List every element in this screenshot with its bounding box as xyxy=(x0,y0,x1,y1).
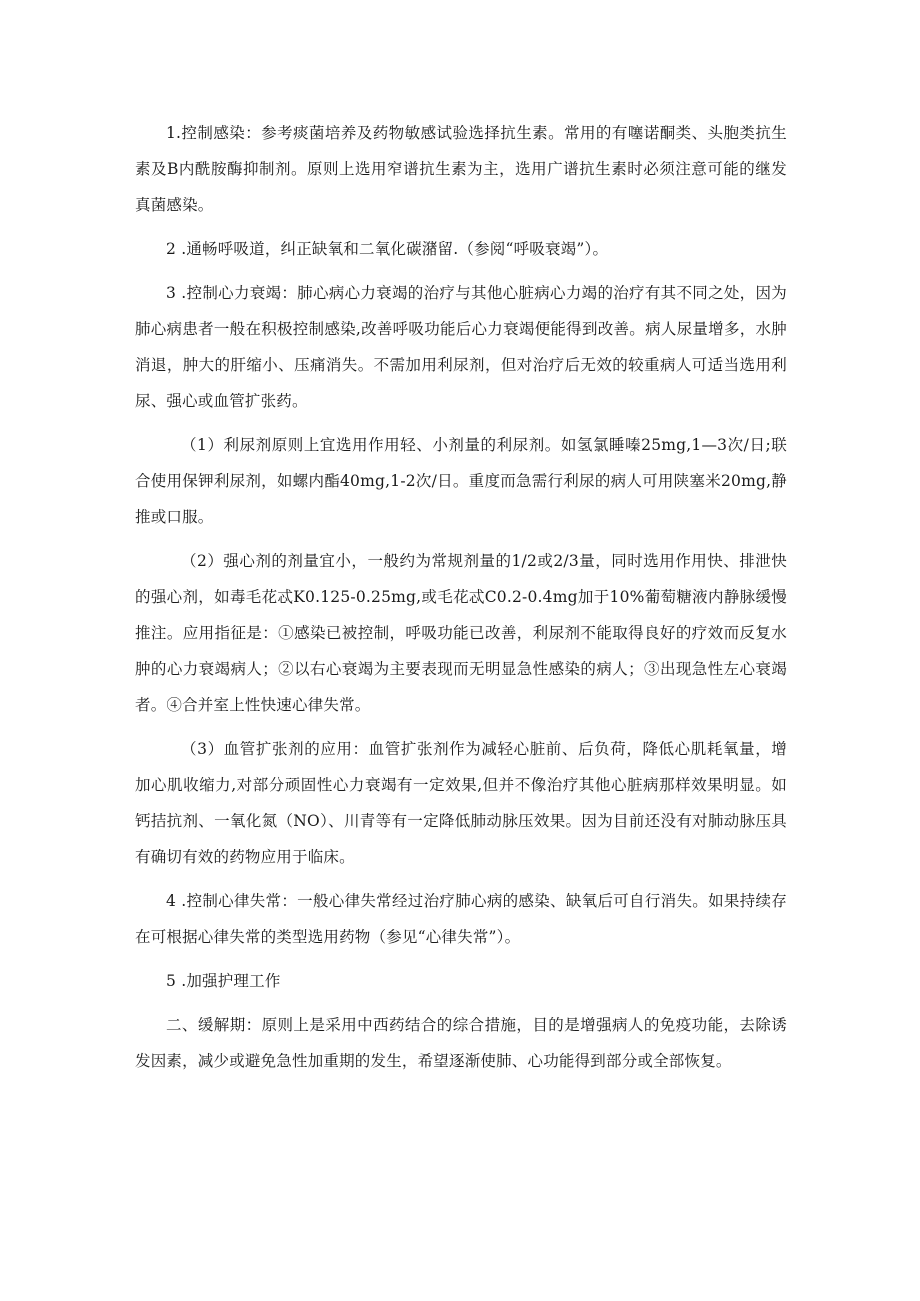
paragraph-nursing: 5 .加强护理工作 xyxy=(166,972,281,990)
paragraph-arrhythmia: 4 .控制心律失常：一般心律失常经过治疗肺心病的感染、缺氧后可自行消失。如果持续存在可根据心律失常的类型选用药物（参见“心律失常”）。 xyxy=(135,892,787,946)
document-body xyxy=(135,115,787,1087)
paragraph-vasodilators: （3）血管扩张剂的应用：血管扩张剂作为减轻心脏前、后负荷，降低心肌耗氧量，增加心肌收缩力,对部分顽固性心力衰竭有一定效果,但并不像治疗其他心脏病那样效果明显。如钙拮抗剂、一氧化氮（NO）、川青等有一定降低肺动脉压效果。因为目前还没有对肺动脉压具有确切有效的药物应用于临床。 xyxy=(135,740,787,866)
paragraph-remission: 二、缓解期：原则上是采用中西药结合的综合措施，目的是增强病人的免疫功能，去除诱发因素，减少或避免急性加重期的发生，希望逐渐使肺、心功能得到部分或全部恢复。 xyxy=(135,1016,787,1070)
paragraph-cardiotonics: （2）强心剂的剂量宜小，一般约为常规剂量的1/2或2/3量，同时选用作用快、排泄快的强心剂，如毒毛花忒K0.125-0.25mg,或毛花忒C0.2-0.4mg加于10%葡萄糖液内静脉缓慢推注。应用指征是：①感染已被控制，呼吸功能已改善，利尿剂不能取得良好的疗效而反复水肿的心力衰竭病人；②以右心衰竭为主要表现而无明显急性感染的病人；③出现急性左心衰竭者。④合并室上性快速心律失常。 xyxy=(135,552,787,714)
paragraph-control-infection: 1.控制感染：参考痰菌培养及药物敏感试验选择抗生素。常用的有噻诺酮类、头胞类抗生素及B内酰胺酶抑制剂。原则上选用窄谱抗生素为主，选用广谱抗生素时必须注意可能的继发真菌感染。 xyxy=(135,124,787,214)
paragraph-heart-failure: 3 .控制心力衰竭：肺心病心力衰竭的治疗与其他心脏病心力竭的治疗有其不同之处，因为肺心病患者一般在积极控制感染,改善呼吸功能后心力衰竭便能得到改善。病人尿量增多，水肿消退，肿大的肝缩小、压痛消失。不需加用利尿剂，但对治疗后无效的较重病人可适当选用利尿、强心或血管扩张药。 xyxy=(135,284,787,410)
paragraph-diuretics: （1）利尿剂原则上宜选用作用轻、小剂量的利尿剂。如氢氯睡嗪25mg,1—3次/日;联合使用保钾利尿剂，如螺内酯40mg,1-2次/日。重度而急需行利尿的病人可用陕塞米20mg,静推或口服。 xyxy=(135,436,787,526)
paragraph-airway: 2 .通畅呼吸道，纠正缺氧和二氧化碳潴留.（参阅“呼吸衰竭”）。 xyxy=(166,240,609,258)
